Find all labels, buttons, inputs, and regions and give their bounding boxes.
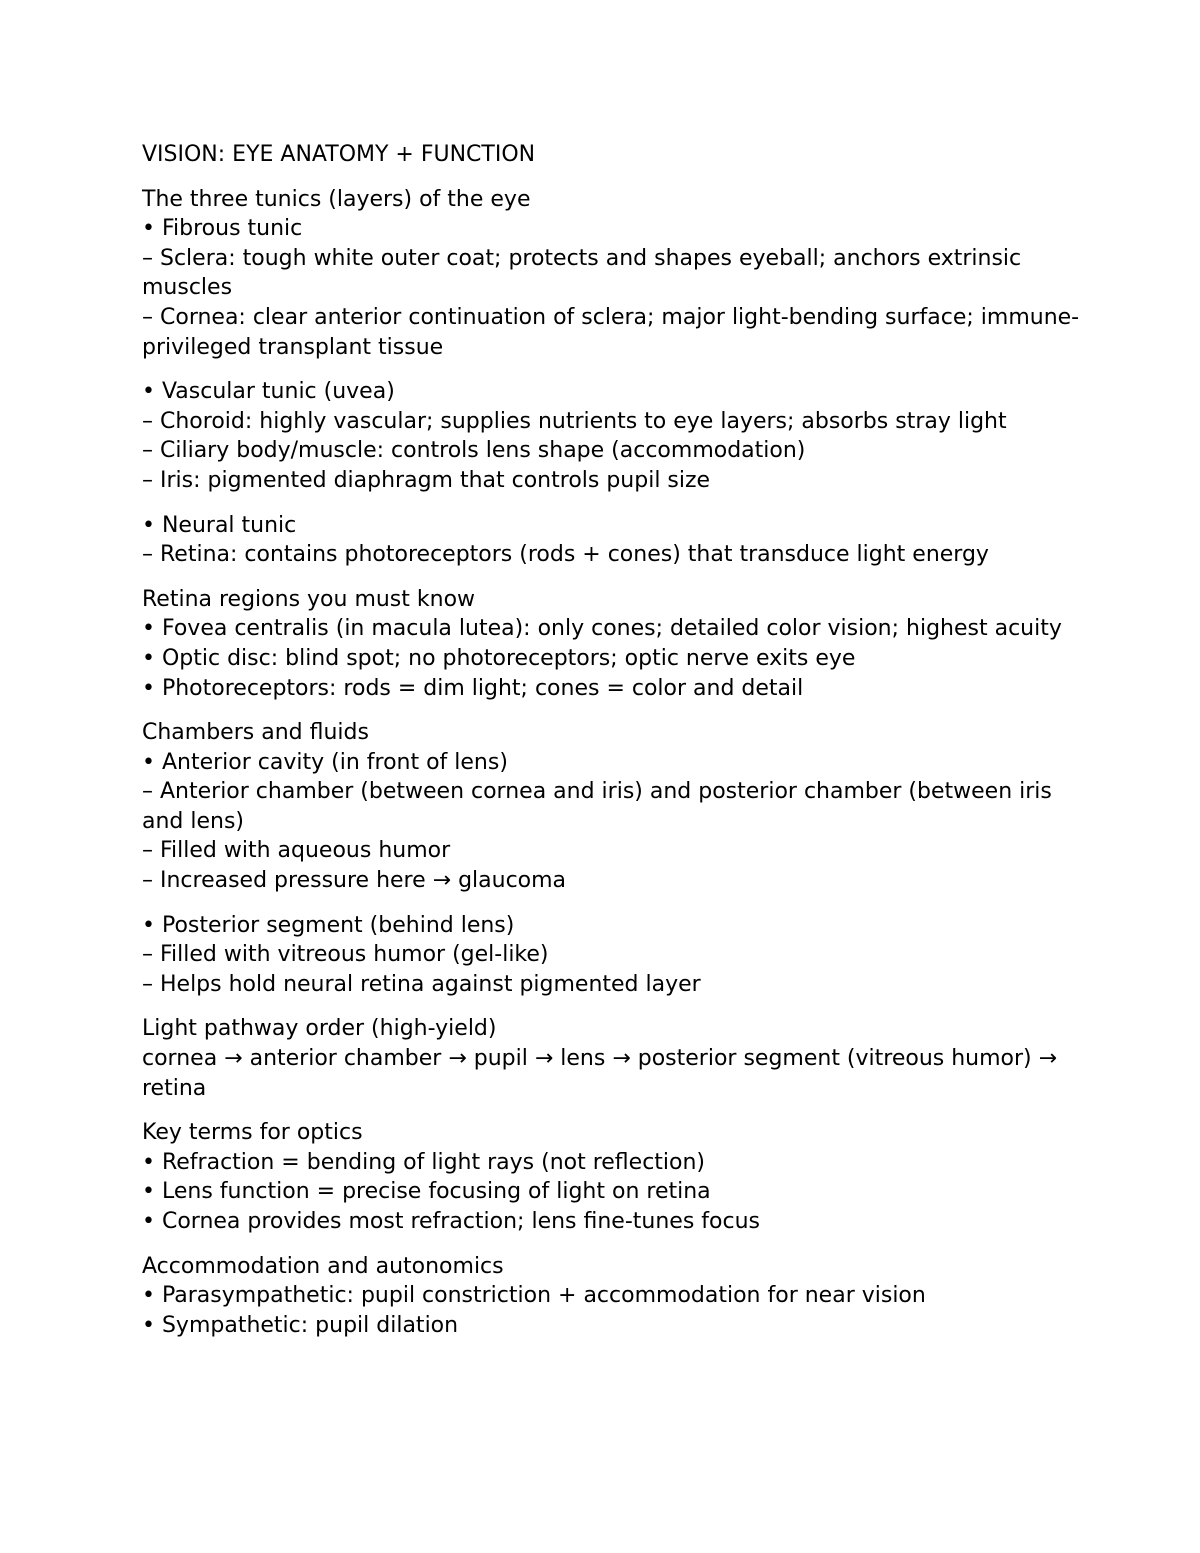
text-line: • Cornea provides most refraction; lens fine-tunes focus [142, 1209, 760, 1234]
document-title: VISION: EYE ANATOMY + FUNCTION [142, 142, 536, 167]
text-block [142, 718, 1082, 896]
text-line: – Iris: pigmented diaphragm that controls pupil size [142, 467, 711, 493]
block-first-line: • Neural tunic [142, 512, 297, 538]
text-line: • Photoreceptors: rods = dim light; cones = color and detail [142, 675, 804, 701]
text-line: – Choroid: highly vascular; supplies nutrients to eye layers; absorbs stray light [142, 408, 1007, 434]
text-line: – Ciliary body/muscle: controls lens shape (accommodation) [142, 438, 806, 464]
block-first-line: • Posterior segment (behind lens) [142, 912, 515, 938]
text-line: • Refraction = bending of light rays (not reflection) [142, 1149, 706, 1175]
text-line: • Fibrous tunic [142, 216, 303, 242]
document-title-block [142, 140, 1082, 170]
text-line: cornea → anterior chamber → pupil → lens → posterior segment (vitreous humor) → retina [142, 1046, 1058, 1101]
text-line: – Helps hold neural retina against pigmented layer [142, 971, 701, 997]
text-line: – Increased pressure here → glaucoma [142, 868, 567, 894]
block-first-line: Key terms for optics [142, 1120, 363, 1146]
text-line: • Parasympathetic: pupil constriction + accommodation for near vision [142, 1283, 926, 1309]
text-line: • Sympathetic: pupil dilation [142, 1312, 459, 1338]
text-line: • Anterior cavity (in front of lens) [142, 749, 508, 775]
block-first-line: The three tunics (layers) of the eye [142, 186, 531, 212]
text-block [142, 1118, 1082, 1236]
document-page [142, 140, 1082, 1355]
text-block [142, 377, 1082, 495]
text-line: – Cornea: clear anterior continuation of sclera; major light-bending surface; immune-privileged transplant tissue [142, 304, 1080, 360]
text-line: – Filled with aqueous humor [142, 838, 451, 864]
text-line: – Retina: contains photoreceptors (rods + cones) that transduce light energy [142, 542, 989, 568]
block-first-line: Chambers and fluids [142, 720, 369, 746]
text-block [142, 585, 1082, 703]
text-block [142, 511, 1082, 570]
text-block [142, 1252, 1082, 1341]
block-first-line: • Vascular tunic (uvea) [142, 379, 395, 405]
text-line: • Lens function = precise focusing of light on retina [142, 1179, 711, 1205]
document-body [142, 185, 1082, 1341]
text-block [142, 185, 1082, 363]
block-first-line: Retina regions you must know [142, 586, 476, 612]
block-first-line: Accommodation and autonomics [142, 1253, 504, 1279]
block-first-line: Light pathway order (high-yield) [142, 1016, 497, 1042]
text-line: • Fovea centralis (in macula lutea): only cones; detailed color vision; highest acuity [142, 616, 1062, 642]
text-line: – Filled with vitreous humor (gel-like) [142, 942, 549, 968]
text-block [142, 1014, 1082, 1103]
text-line: • Optic disc: blind spot; no photoreceptors; optic nerve exits eye [142, 645, 856, 671]
text-line: – Anterior chamber (between cornea and iris) and posterior chamber (between iris and lens) [142, 779, 1052, 834]
text-line: – Sclera: tough white outer coat; protects and shapes eyeball; anchors extrinsic muscles [142, 245, 1022, 301]
text-block [142, 911, 1082, 1000]
